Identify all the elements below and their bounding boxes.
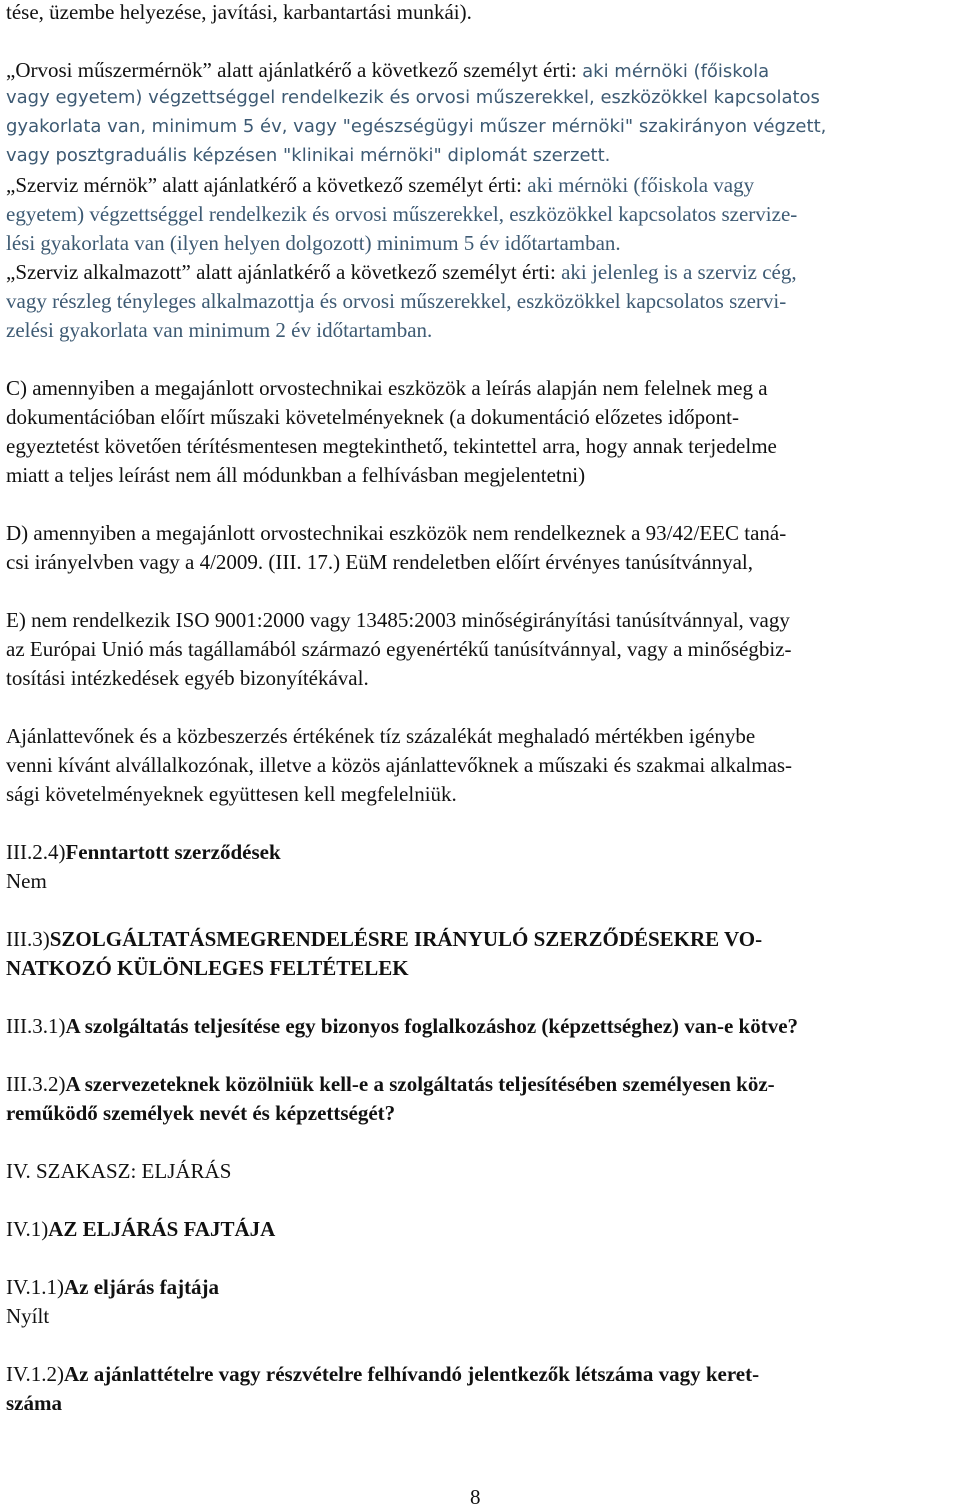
section-3-3-1-title: A szolgáltatás teljesítése egy bizonyos foglalkozáshoz (képzettséghez) van-e kötve?	[65, 1014, 799, 1038]
para-e-line-3: tosítási intézkedések egyéb bizonyítékával.	[6, 666, 369, 690]
szerviz-mernok-line-2: egyetem) végzettséggel rendelkezik és orvosi műszerekkel, eszközökkel kapcsolatos szervize-	[6, 202, 798, 226]
szerviz-mernok-term: „Szerviz mérnök”	[6, 173, 158, 197]
section-3-2-4-title: Fenntartott szerződések	[65, 840, 281, 864]
section-3-3-1-heading	[6, 1014, 798, 1038]
section-3-3-number: III.3)	[6, 927, 50, 951]
szerviz-alkalmazott-term: „Szerviz alkalmazott”	[6, 260, 191, 284]
section-3-3-2-heading	[6, 1072, 775, 1096]
para-e-line-2: az Európai Unió más tagállamából származó egyenértékű tanúsítvánnyal, vagy a minőségbiz-	[6, 637, 792, 661]
section-4-1-2-title-line-2: száma	[6, 1391, 62, 1415]
szerviz-mernok-line-3: lési gyakorlata van (ilyen helyen dolgozott) minimum 5 év időtartamban.	[6, 231, 621, 255]
szerviz-mernok-lead-text: alatt ajánlatkérő a következő személyt érti:	[157, 173, 528, 197]
top-fragment: tése, üzembe helyezése, javítási, karbantartási munkái).	[6, 0, 472, 24]
section-4-1-title: AZ ELJÁRÁS FAJTÁJA	[48, 1217, 276, 1241]
section-3-3-heading	[6, 927, 762, 951]
section-4-1-1-heading	[6, 1275, 219, 1299]
section-4-1-heading	[6, 1217, 275, 1241]
section-4-title: IV. SZAKASZ: ELJÁRÁS	[6, 1159, 232, 1183]
para-c-line-2: dokumentációban előírt műszaki követelményeknek (a dokumentáció előzetes időpont-	[6, 405, 740, 429]
szerviz-mernok-line-1	[6, 173, 754, 197]
section-3-2-4-value: Nem	[6, 869, 47, 893]
section-4-1-2-heading	[6, 1362, 759, 1386]
section-3-2-4-number: III.2.4)	[6, 840, 66, 864]
orvosi-line-2: vagy egyetem) végzettséggel rendelkezik és orvosi műszerekkel, eszközökkel kapcsolatos	[6, 87, 820, 108]
section-3-3-2-title-line-2-wrap	[6, 1101, 395, 1125]
para-c-line-3: egyeztetést követően térítésmentesen megtekinthető, tekintettel arra, hogy annak terjedelme	[6, 434, 777, 458]
para-d-line-2: csi irányelvben vagy a 4/2009. (III. 17.) EüM rendeletben előírt érvényes tanúsítvánnyal,	[6, 550, 754, 574]
section-3-3-title-line-2: NATKOZÓ KÜLÖNLEGES FELTÉTELEK	[6, 956, 409, 980]
szerviz-alkalmazott-line-3: zelési gyakorlata van minimum 2 év időtartamban.	[6, 318, 433, 342]
orvosi-term: „Orvosi műszermérnök”	[6, 58, 212, 82]
section-4-1-1-value: Nyílt	[6, 1304, 50, 1328]
para-e-line-1: E) nem rendelkezik ISO 9001:2000 vagy 13485:2003 minőségirányítási tanúsítvánnyal, vagy	[6, 608, 790, 632]
orvosi-line-1	[6, 58, 769, 84]
orvosi-line-3: gyakorlata van, minimum 5 év, vagy "egészségügyi műszer mérnöki" szakirányon végzett,	[6, 116, 827, 137]
section-3-3-title-line-1: SZOLGÁLTATÁSMEGRENDELÉSRE IRÁNYULÓ SZERZŐDÉSEKRE VO-	[49, 927, 763, 951]
para-c-line-1: C) amennyiben a megajánlott orvostechnikai eszközök a leírás alapján nem felelnek meg a	[6, 376, 768, 400]
section-4-1-2-title-line-2-wrap	[6, 1391, 62, 1415]
section-4-1-2-number: IV.1.2)	[6, 1362, 64, 1386]
page-number: 8	[470, 1485, 481, 1509]
section-3-2-4-heading	[6, 840, 281, 864]
section-4-1-2-title-line-1: Az ajánlattételre vagy részvételre felhívandó jelentkezők létszáma vagy keret-	[63, 1362, 760, 1386]
section-3-3-2-title-line-2: reműködő személyek nevét és képzettségét?	[6, 1101, 396, 1125]
szerviz-alkalmazott-l1-rest: aki jelenleg is a szerviz cég,	[561, 260, 797, 284]
para-d-line-1: D) amennyiben a megajánlott orvostechnikai eszközök nem rendelkeznek a 93/42/EEC taná-	[6, 521, 787, 545]
szerviz-alkalmazott-line-2: vagy részleg tényleges alkalmazottja és orvosi műszerekkel, eszközökkel kapcsolatos szervi-	[6, 289, 787, 313]
orvosi-lead-text: alatt ajánlatkérő a következő személyt érti:	[211, 58, 583, 82]
orvosi-line-4: vagy posztgraduális képzésen "klinikai mérnöki" diplomát szerzett.	[6, 145, 611, 166]
para-ajanlattevo-line-3: sági követelményeknek együttesen kell megfelelniük.	[6, 782, 457, 806]
orvosi-l1-rest: aki mérnöki (főiskola	[582, 61, 770, 82]
para-c-line-4: miatt a teljes leírást nem áll módunkban a felhívásban megjelentetni)	[6, 463, 586, 487]
section-4-1-1-title: Az eljárás fajtája	[63, 1275, 220, 1299]
section-3-3-title-line-2-wrap	[6, 956, 409, 980]
section-4-1-1-number: IV.1.1)	[6, 1275, 64, 1299]
szerviz-alkalmazott-lead-text: alatt ajánlatkérő a következő személyt érti:	[190, 260, 562, 284]
section-3-3-1-number: III.3.1)	[6, 1014, 66, 1038]
para-ajanlattevo-line-2: venni kívánt alvállalkozónak, illetve a közös ajánlattevőknek a műszaki és szakmai alkalmas-	[6, 753, 793, 777]
section-3-3-2-title-line-1: A szervezeteknek közölniük kell-e a szolgáltatás teljesítésében személyesen köz-	[65, 1072, 775, 1096]
section-4-1-number: IV.1)	[6, 1217, 49, 1241]
section-3-3-2-number: III.3.2)	[6, 1072, 66, 1096]
szerviz-mernok-l1-rest: aki mérnöki (főiskola vagy	[527, 173, 755, 197]
szerviz-alkalmazott-line-1	[6, 260, 797, 284]
para-ajanlattevo-line-1: Ajánlattevőnek és a közbeszerzés értékének tíz százalékát meghaladó mértékben igénybe	[6, 724, 756, 748]
